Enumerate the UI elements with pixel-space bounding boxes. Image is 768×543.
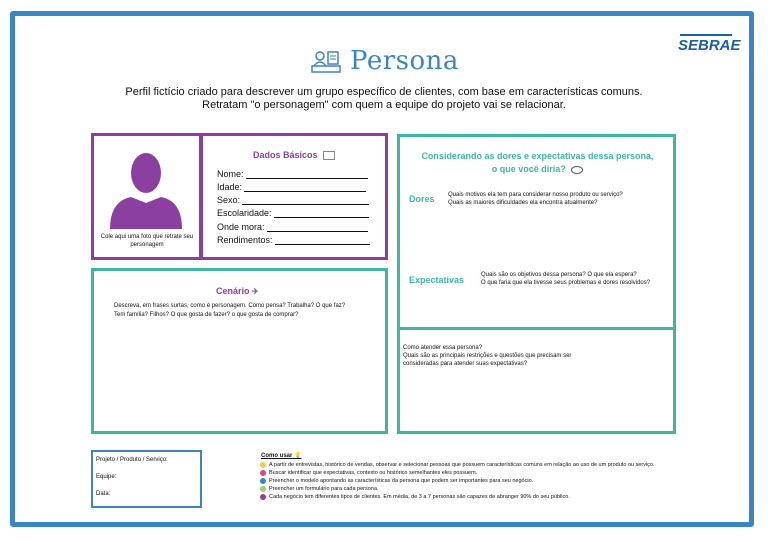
scenario-line-2: Tem família? Filhos? O que gosta de fazer? o que gosta de comprar? bbox=[114, 312, 299, 318]
howto-title bbox=[261, 452, 302, 459]
step-5-number-icon bbox=[260, 494, 266, 500]
howto-step-5 bbox=[260, 494, 570, 500]
speech-bubble-icon bbox=[571, 166, 583, 174]
attend-area[interactable] bbox=[400, 370, 673, 430]
field-escolaridade-label: Escolaridade: bbox=[217, 208, 272, 218]
field-onde-mora[interactable] bbox=[217, 222, 368, 232]
field-rendimentos[interactable] bbox=[217, 235, 370, 245]
persona-illustration-icon bbox=[310, 48, 342, 74]
dores-area[interactable] bbox=[400, 210, 673, 260]
brand-logo: SEBRAE bbox=[678, 37, 741, 54]
dores-question-1: Quais motivos ela tem para considerar nosso produto ou serviço? bbox=[448, 192, 623, 198]
field-sexo-label: Sexo: bbox=[217, 195, 241, 205]
dores-question-2: Quais as maiores dificuldades ela encontra atualmente? bbox=[448, 200, 598, 206]
scenario-line-1: Descreva, em frases surtas, como é personagem. Como pensa? Trabalha? O que faz? bbox=[114, 303, 346, 309]
step-2-number-icon bbox=[260, 470, 266, 476]
field-rendimentos-label: Rendimentos: bbox=[217, 235, 273, 245]
expectativas-question-2: O que faria que ela tivesse seus problemas e dores resolvidos? bbox=[481, 280, 651, 286]
attend-question-2: Quais são as principais restrições e questões que precisam ser bbox=[403, 353, 572, 359]
considering-divider bbox=[397, 327, 676, 330]
photo-caption: Cole aqui uma foto que retrate seu personagem bbox=[100, 234, 194, 248]
step-4-text: Preencher um formulário para cada persona. bbox=[269, 486, 379, 492]
howto-step-2 bbox=[260, 470, 477, 476]
scenario-title-text: Cenário bbox=[216, 286, 250, 296]
step-1-number-icon bbox=[260, 462, 266, 468]
field-escolaridade[interactable] bbox=[217, 208, 369, 218]
howto-step-3 bbox=[260, 478, 533, 484]
howto-step-4 bbox=[260, 486, 378, 492]
dores-label: Dores bbox=[409, 194, 435, 204]
scenario-icon: ✈ bbox=[252, 287, 259, 296]
field-sexo[interactable] bbox=[217, 195, 369, 205]
considering-title bbox=[398, 150, 677, 176]
considering-title-line-2: o que você diria? bbox=[491, 164, 566, 174]
basic-data-title bbox=[253, 150, 335, 160]
step-3-number-icon bbox=[260, 478, 266, 484]
step-4-number-icon bbox=[260, 486, 266, 492]
project-label: Projeto / Produto / Serviço: bbox=[96, 457, 168, 463]
field-nome-label: Nome: bbox=[217, 169, 244, 179]
field-idade[interactable] bbox=[217, 182, 366, 192]
step-3-text: Preencher o modelo apontando as características da persona que podem ser importantes para seu negócio. bbox=[269, 478, 534, 484]
page-subtitle bbox=[0, 86, 768, 112]
field-idade-label: Idade: bbox=[217, 182, 243, 192]
subtitle-line-1: Perfil fictício criado para descrever um grupo específico de clientes, com base em características comuns. bbox=[125, 86, 643, 98]
scenario-title bbox=[216, 286, 259, 296]
date-label: Data: bbox=[96, 491, 111, 497]
page-title: Persona bbox=[350, 46, 459, 76]
step-2-text: Buscar identificar que expectativas, contexto ou histórico semelhantes eles possuem. bbox=[269, 470, 478, 476]
field-nome[interactable] bbox=[217, 169, 368, 179]
basic-data-title-text: Dados Básicos bbox=[253, 150, 318, 160]
expectativas-question-1: Quais são os objetivos dessa persona? O que ela espera? bbox=[481, 272, 637, 278]
howto-title-text: Como usar bbox=[261, 453, 293, 459]
field-onde-mora-label: Onde mora: bbox=[217, 222, 265, 232]
header-title bbox=[310, 46, 459, 76]
considering-title-line-1: Considerando as dores e expectativas dessa persona, bbox=[421, 151, 654, 161]
id-card-icon bbox=[323, 151, 335, 160]
considering-title-line-2-wrap bbox=[398, 163, 677, 176]
person-silhouette-icon bbox=[107, 149, 185, 229]
step-5-text: Cada negócio tem diferentes tipos de clientes. Em média, de 3 a 7 personas são capazes de abranger 90% do seu público. bbox=[269, 494, 570, 500]
attend-question-3: consideradas para atender suas expectativas? bbox=[403, 361, 528, 367]
team-label: Equipe: bbox=[96, 474, 117, 480]
step-1-text: A partir de entrevistas, histórico de vendas, observar e selecionar pessoas que possuem características comuns em relação ao uso de um produto ou serviço. bbox=[269, 462, 655, 468]
howto-step-1 bbox=[260, 462, 655, 468]
subtitle-line-2: Retratam "o personagem" com quem a equipe do projeto vai se relacionar. bbox=[202, 99, 566, 111]
lightbulb-icon: 💡 bbox=[294, 453, 302, 459]
attend-question-1: Como atender essa persona? bbox=[403, 345, 483, 351]
expectativas-area[interactable] bbox=[400, 290, 673, 324]
expectativas-label: Expectativas bbox=[409, 275, 465, 285]
